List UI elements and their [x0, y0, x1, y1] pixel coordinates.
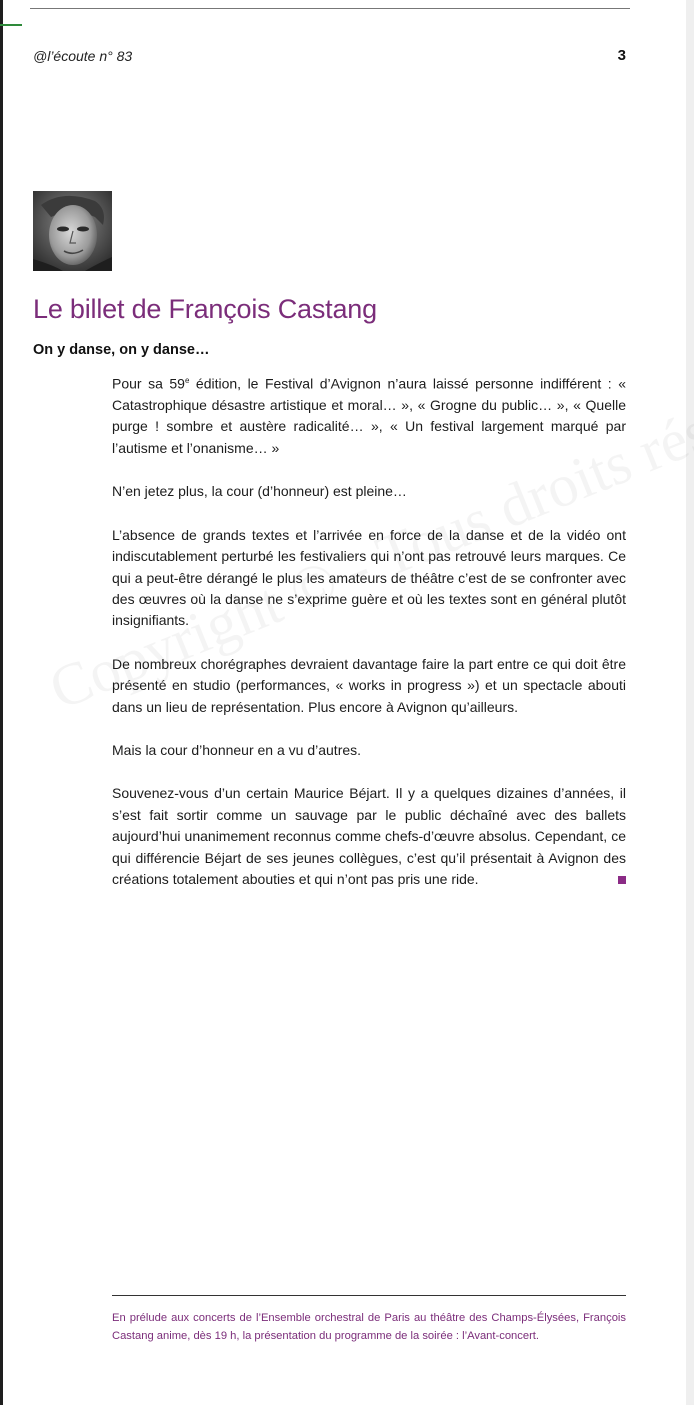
paragraph-1-start: Pour sa 59	[112, 375, 185, 392]
top-rule	[30, 8, 630, 9]
paragraph-6-text: Souvenez-vous d’un certain Maurice Béjart. Il y a quelques dizaines d’années, il s’est fait sortir comme un sauvage par le public déchaîné avec des ballets aujourd’hui unanimement reconnus comme chefs-d’œuvre absolus. Cependant, ce qui différencie Béjart de ses jeunes collègues, c’est qu’il présentait à Avignon des créations totalement abouties et qui n’ont pas pris une ride.	[112, 785, 626, 887]
article-body	[112, 370, 626, 912]
article-subtitle: On y danse, on y danse…	[33, 342, 210, 358]
paragraph-1-rest: édition, le Festival d’Avignon n’aura laissé personne indifférent : « Catastrophique désastre artistique et moral… », « Grogne du public… », « Quelle purge ! sombre et austère radicalité… », « Un festival largement marqué par l’autisme et l’onanisme… »	[112, 375, 626, 456]
page-number: 3	[617, 47, 626, 64]
paragraph-1	[112, 370, 626, 459]
paragraph-2: N’en jetez plus, la cour (d’honneur) est pleine…	[112, 483, 407, 500]
ordinal-suffix: e	[184, 376, 190, 385]
article-title: Le billet de François Castang	[33, 294, 377, 324]
paragraph-5: Mais la cour d’honneur en a vu d’autres.	[112, 741, 362, 758]
running-head: @l’écoute n° 83	[33, 48, 133, 64]
author-portrait	[33, 191, 112, 271]
paragraph-6	[112, 783, 626, 890]
paragraph-4: De nombreux chorégraphes devraient davantage faire la part entre ce qui doit être présenté en studio (performances, « works in progress ») et un spectacle abouti dans un lieu de représentation. Plus encore à Avignon qu’ailleurs.	[112, 655, 626, 715]
scan-corner-mark	[0, 24, 22, 26]
portrait-photo-icon	[33, 191, 112, 271]
footnote: En prélude aux concerts de l’Ensemble orchestral de Paris au théâtre des Champs-Élysées, François Castang anime, dès 19 h, la présentation du programme de la soirée : l’Avant-concert.	[112, 1312, 626, 1342]
end-of-article-square-icon	[618, 876, 626, 884]
scan-right-edge	[686, 0, 694, 1405]
paragraph-3: L’absence de grands textes et l’arrivée en force de la danse et de la vidéo ont indiscutablement perturbé les festivaliers qui n’ont pas retrouvé leurs marques. Ce qui a peut-être dérangé le plus les amateurs de théâtre c’est de se confronter avec des œuvres où la danse ne s’exprime guère et où les textes sont en général plutôt insignifiants.	[112, 526, 626, 629]
footnote-rule	[112, 1295, 626, 1296]
scan-left-edge	[0, 0, 3, 1405]
